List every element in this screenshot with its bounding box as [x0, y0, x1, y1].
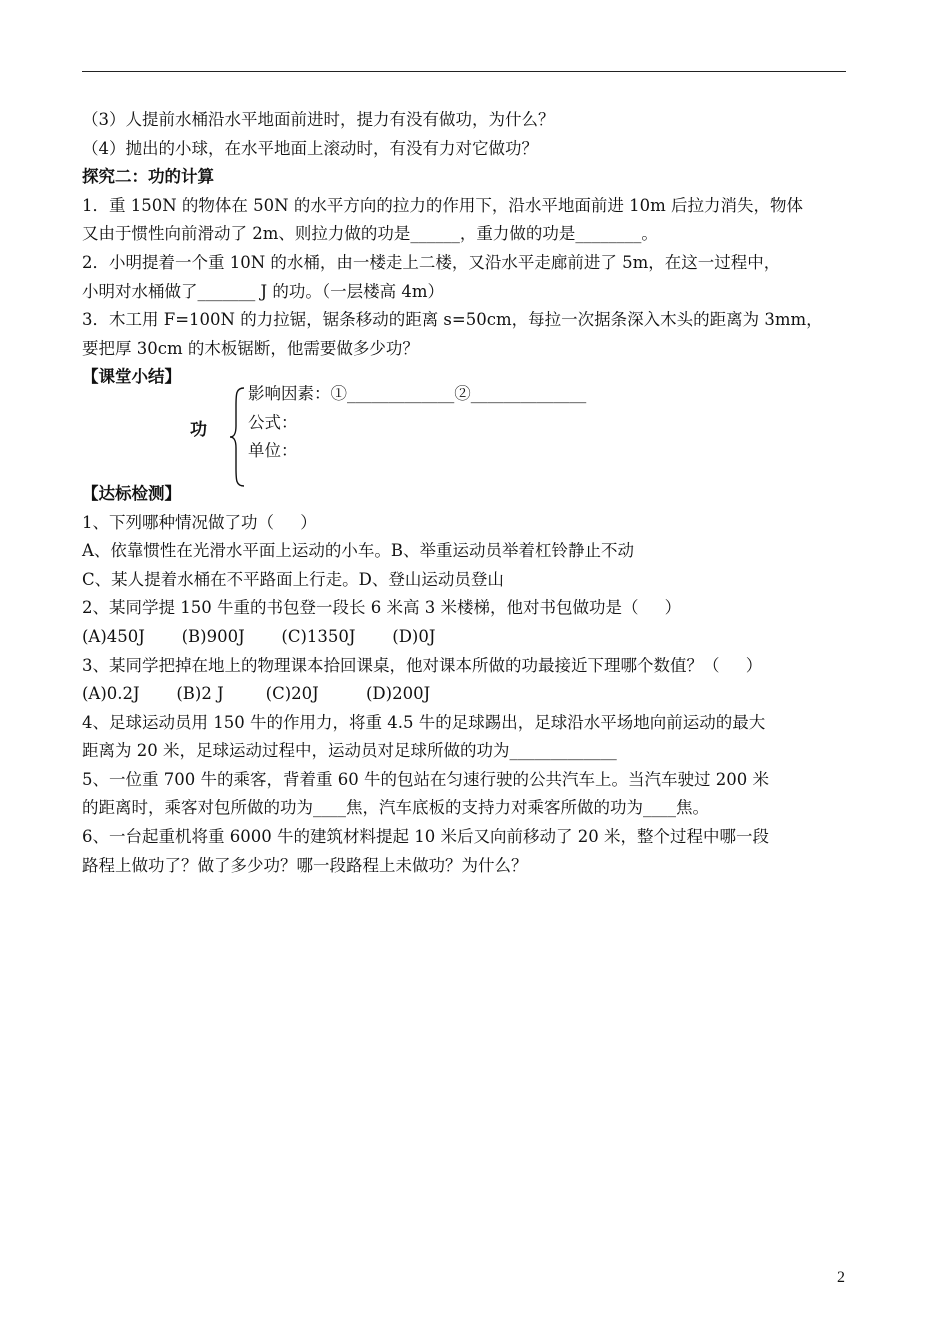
test-line: C、某人提着水桶在不平路面上行走。D、登山运动员登山 — [82, 569, 504, 589]
question-line: 要把厚 30cm 的木板锯断，他需要做多少功？ — [82, 338, 419, 358]
test-line: 路程上做功了？做了多少功？哪一段路程上未做功？为什么？ — [82, 855, 528, 875]
question-line: 2．小明提着一个重 10N 的水桶，由一楼走上二楼，又沿水平走廊前进了 5m，在这一过程中， — [82, 252, 781, 272]
summary-item: 公式： — [248, 412, 298, 432]
test-line: A、依靠惯性在光滑水平面上运动的小车。B、举重运动员举着杠铃静止不动 — [82, 541, 635, 561]
question-line: 小明对水桶做了_______ J 的功。（一层楼高 4m） — [82, 281, 444, 301]
question-line: 又由于惯性向前滑动了 2m、则拉力做的功是______，重力做的功是________。 — [82, 224, 658, 244]
test-line: (A)450J (B)900J (C)1350J (D)0J — [82, 626, 436, 646]
summary-items — [248, 380, 586, 466]
summary-diagram — [82, 383, 854, 480]
test-line: 1、下列哪种情况做了功（ ） — [82, 512, 317, 532]
test-line: 距离为 20 米，足球运动过程中，运动员对足球所做的功为_____________ — [82, 741, 617, 761]
summary-item: 单位： — [248, 441, 298, 461]
question-line: 3．木工用 F=100N 的力拉锯，锯条移动的距离 s=50cm，每拉一次据条深入木头的距离为 3mm， — [82, 310, 823, 330]
question-line: （3）人提前水桶沿水平地面前进时，提力有没有做功，为什么？ — [82, 110, 555, 129]
summary-item: 影响因素：①_____________②______________ — [248, 383, 587, 403]
summary-title: 【课堂小结】 — [82, 367, 181, 387]
section-title: 探究二：功的计算 — [82, 167, 214, 187]
test-line: 4、足球运动员用 150 牛的作用力，将重 4.5 牛的足球踢出，足球沿水平场地向前运动的最大 — [82, 712, 766, 732]
test-title: 【达标检测】 — [82, 483, 181, 503]
left-brace-icon — [228, 386, 248, 488]
test-line: 的距离时，乘客对包所做的功为____焦，汽车底板的支持力对乘客所做的功为____焦。 — [82, 798, 709, 818]
test-line: 5、一位重 700 牛的乘客，背着重 60 牛的包站在匀速行驶的公共汽车上。当汽车驶过 200 米 — [82, 769, 769, 789]
question-line: （4）抛出的小球，在水平地面上滚动时，有没有力对它做功？ — [82, 138, 538, 158]
summary-label: 功 — [190, 419, 207, 440]
test-line: 6、一台起重机将重 6000 牛的建筑材料提起 10 米后又向前移动了 20 米，整个过程中哪一段 — [82, 827, 769, 847]
test-line: 3、某同学把掉在地上的物理课本拾回课桌，他对课本所做的功最接近下理哪个数值？（ ） — [82, 655, 763, 675]
question-line: 1．重 150N 的物体在 50N 的水平方向的拉力的作用下，沿水平地面前进 10m 后拉力消失，物体 — [82, 195, 803, 215]
test-line: 2、某同学提 150 牛重的书包登一段长 6 米高 3 米楼梯，他对书包做功是（ ） — [82, 598, 682, 618]
test-line: (A)0.2J (B)2 J (C)20J (D)200J — [82, 684, 431, 704]
page-number: 2 — [837, 1269, 845, 1286]
document-body — [82, 106, 854, 880]
header-rule — [82, 71, 846, 72]
